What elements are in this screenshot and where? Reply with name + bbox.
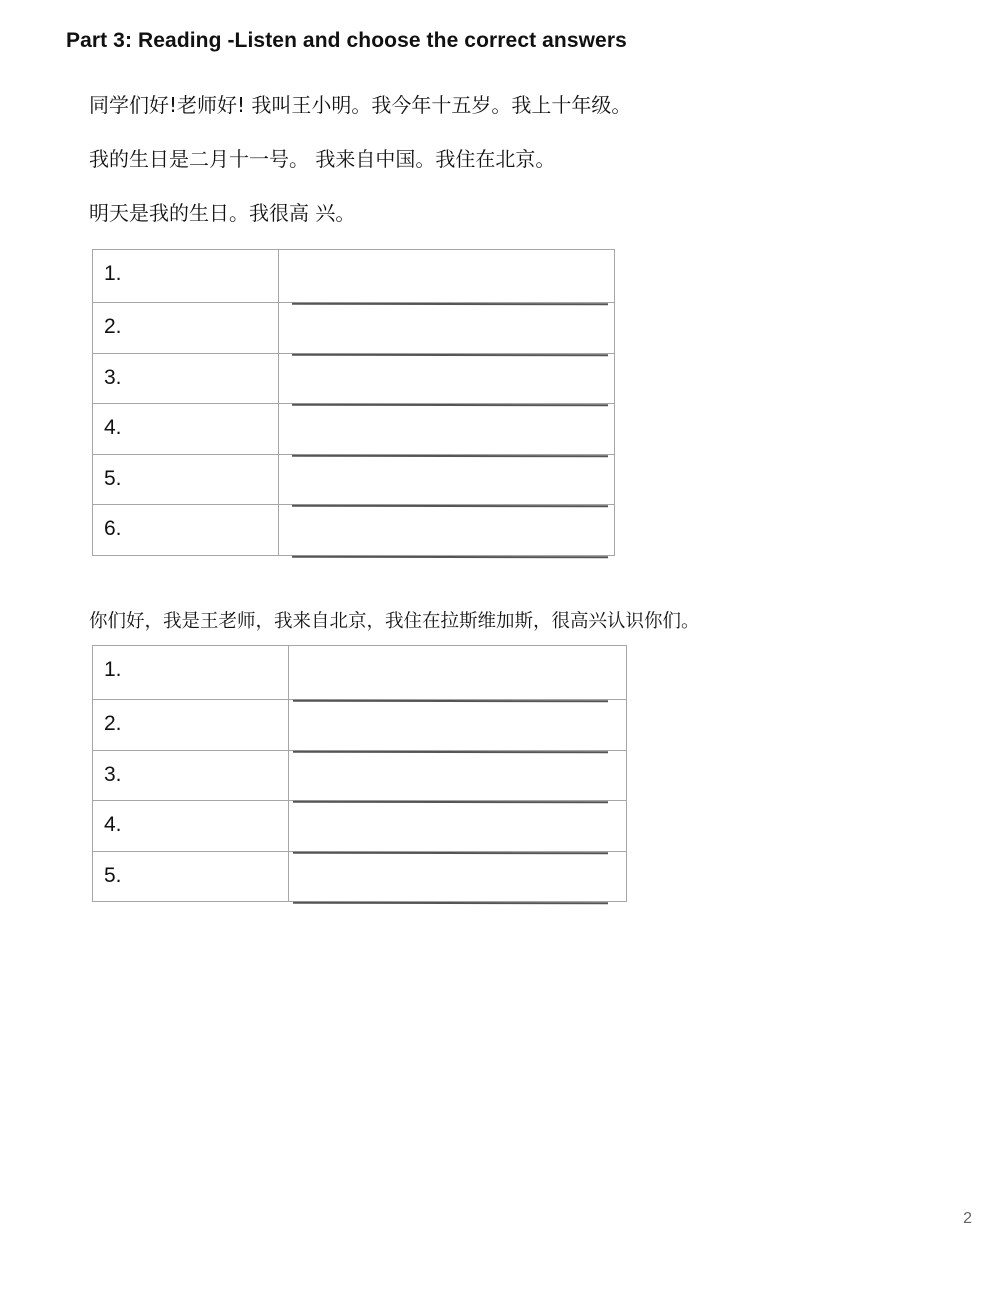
answer-cell[interactable] [279,303,615,354]
answer-cell[interactable] [279,250,615,303]
answer-cell[interactable] [289,646,627,700]
table-row [93,851,627,902]
question-number: 4. [93,801,289,852]
table-row [93,404,615,455]
answer-cell[interactable] [279,505,615,556]
question-number: 6. [93,505,279,556]
passage-1-line-1: 同学们好!老师好! 我叫王小明。我今年十五岁。我上十年级。 [89,93,632,117]
table-row [93,303,615,354]
passage-1-line-3: 明天是我的生日。我很高 兴。 [89,201,356,225]
table-row [93,801,627,852]
passage-2: 你们好，我是王老师，我来自北京，我住在拉斯维加斯，很高兴认识你们。 [89,611,700,632]
passage-1-line-2: 我的生日是二月十一号。 我来自中国。我住在北京。 [89,147,556,171]
answer-cell[interactable] [289,700,627,751]
answer-table-1 [92,249,615,556]
table-row [93,353,615,404]
page-number: 2 [963,1210,972,1227]
answer-table-2 [92,645,627,902]
answer-blank-line [292,556,608,558]
table-row [93,700,627,751]
table-row [93,750,627,801]
table-row [93,646,627,700]
answer-cell[interactable] [279,353,615,404]
question-number: 3. [93,750,289,801]
question-number: 2. [93,303,279,354]
table-row [93,454,615,505]
answer-cell[interactable] [289,801,627,852]
answer-cell[interactable] [279,404,615,455]
section-heading: Part 3: Reading -Listen and choose the correct answers [66,29,627,52]
question-number: 3. [93,353,279,404]
question-number: 5. [93,454,279,505]
question-number: 1. [93,646,289,700]
question-number: 2. [93,700,289,751]
answer-cell[interactable] [279,454,615,505]
question-number: 5. [93,851,289,902]
question-number: 4. [93,404,279,455]
answer-blank-line [293,902,608,904]
table-row [93,505,615,556]
table-row [93,250,615,303]
question-number: 1. [93,250,279,303]
answer-cell[interactable] [289,851,627,902]
answer-cell[interactable] [289,750,627,801]
